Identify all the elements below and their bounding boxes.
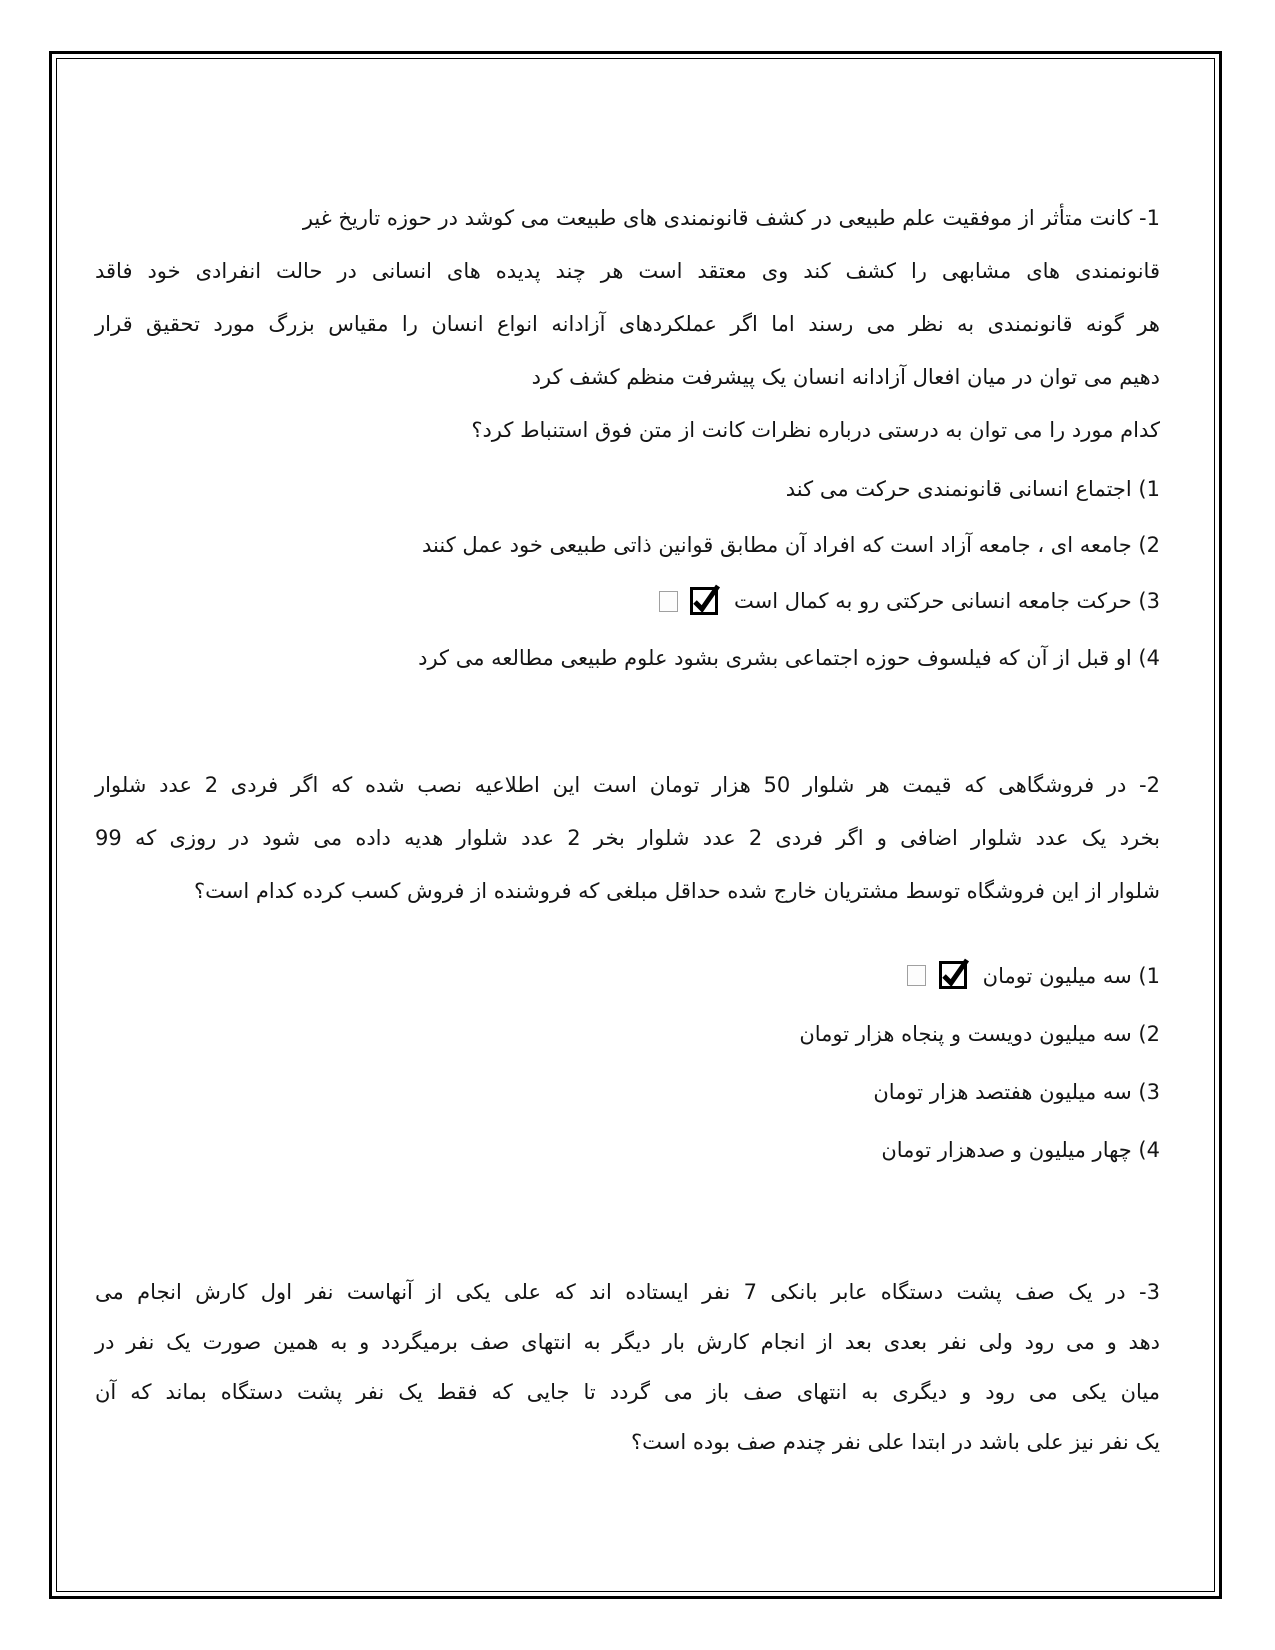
question-1-line-3: هر گونه قانونمندی به نظر می رسند اما اگر عملکردهای آزادانه انواع انسان را مقیاس بزرگ مورد تحقیق قرار: [95, 312, 1160, 336]
question-1-option-1: [95, 463, 1160, 516]
question-1-option-3: [95, 575, 1160, 629]
question-2-line-1: 2- در فروشگاهی که قیمت هر شلوار 50 هزار تومان است این اطلاعیه نصب شده که اگر فردی 2 عدد شلوار: [95, 772, 1160, 797]
question-3-body: [95, 1267, 1160, 1467]
question-3-line-3: میان یکی می رود و دیگری به انتهای صف باز می گردد تا جایی که فقط یک نفر پشت دستگاه بماند که آن: [95, 1380, 1160, 1404]
question-1-option-4: [95, 632, 1160, 685]
question-2-options: [95, 950, 1160, 1178]
question-2-option-3: [95, 1066, 1160, 1119]
question-2-line-3: شلوار از این فروشگاه توسط مشتریان خارج شده حداقل مبلغی که فروشنده از فروش کسب کرده کدام است؟: [194, 878, 1160, 903]
question-2-option-2: [95, 1008, 1160, 1061]
answer-mark-group: [907, 950, 967, 1003]
question-2-body: [95, 759, 1160, 918]
answer-mark-group: [659, 576, 719, 629]
option-label: 2) جامعه ای ، جامعه آزاد است که افراد آن مطابق قوانین ذاتی طبیعی خود عمل کنند: [422, 533, 1160, 557]
question-3-line-1: 3- در یک صف پشت دستگاه عابر بانکی 7 نفر ایستاده اند که علی یکی از آنهاست نفر اول کارش انجام می: [95, 1280, 1160, 1304]
option-label: 2) سه میلیون دویست و پنجاه هزار تومان: [799, 1022, 1160, 1046]
question-3-line-2: دهد و می رود ولی نفر بعدی بعد از انجام کارش بار دیگر به انتهای صف برمیگردد و به همین صورت یک نفر در: [95, 1330, 1160, 1354]
option-label: 1) اجتماع انسانی قانونمندی حرکت می کند: [785, 477, 1160, 501]
question-3-line-4: یک نفر نیز علی باشد در ابتدا علی نفر چندم صف بوده است؟: [631, 1430, 1160, 1454]
option-label: 3) حرکت جامعه انسانی حرکتی رو به کمال است: [734, 589, 1160, 613]
option-label: 1) سه میلیون تومان: [982, 963, 1160, 988]
empty-checkbox-icon[interactable]: [907, 965, 926, 986]
question-1-line-4: دهیم می توان در میان افعال آزادانه انسان یک پیشرفت منظم کشف کرد: [531, 365, 1160, 389]
option-label: 4) چهار میلیون و صدهزار تومان: [881, 1138, 1160, 1162]
question-2-line-2: بخرد یک عدد شلوار اضافی و اگر فردی 2 عدد شلوار بخر 2 عدد شلوار هدیه داده می شود در روزی که 99: [95, 825, 1160, 850]
question-1-options: [95, 463, 1160, 685]
question-1-line-1: 1- کانت متأثر از موفقیت علم طبیعی در کشف قانونمندی های طبیعت می کوشد در حوزه تاریخ غیر: [302, 206, 1160, 230]
question-1-line-2: قانونمندی های مشابهی را کشف کند وی معتقد است هر چند پدیده های انسانی در حالت انفرادی خود فاقد: [95, 259, 1160, 283]
page-content: [95, 0, 1160, 1467]
question-1-option-2: [95, 519, 1160, 572]
empty-checkbox-icon[interactable]: [659, 591, 678, 612]
question-1-stem: کدام مورد را می توان به درستی درباره نظرات کانت از متن فوق استنباط کرد؟: [471, 418, 1160, 442]
question-2-option-4: [95, 1124, 1160, 1177]
question-2-option-1: [95, 950, 1160, 1004]
option-label: 3) سه میلیون هفتصد هزار تومان: [873, 1080, 1160, 1104]
checked-checkbox-icon[interactable]: [690, 587, 718, 615]
checked-checkbox-icon[interactable]: [939, 961, 967, 989]
question-1-body: [95, 192, 1160, 404]
option-label: 4) او قبل از آن که فیلسوف حوزه اجتماعی بشری بشود علوم طبیعی مطالعه می کرد: [418, 645, 1160, 670]
